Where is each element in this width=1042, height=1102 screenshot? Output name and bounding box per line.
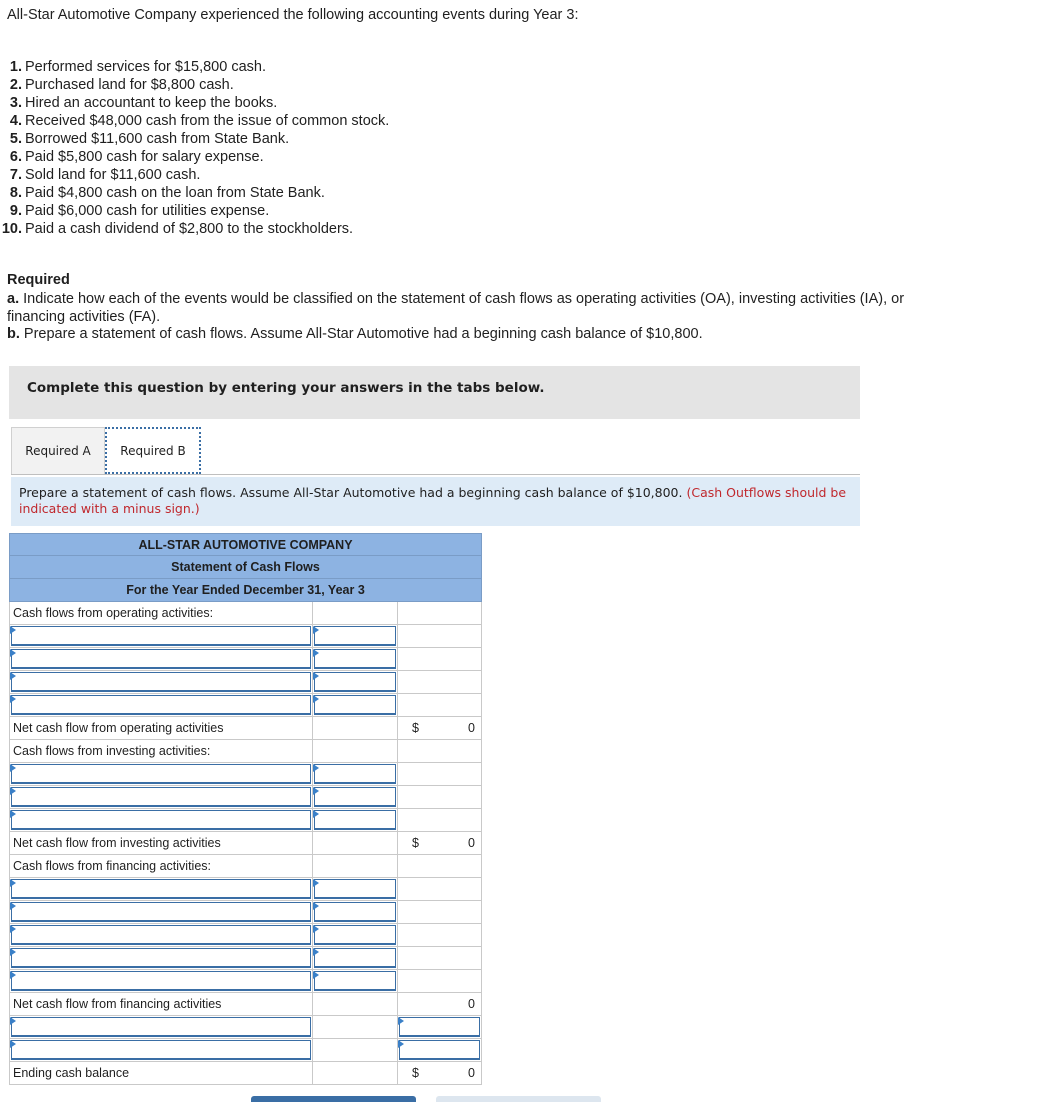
table-row (9, 878, 482, 901)
operating-item-select[interactable] (11, 672, 311, 692)
financing-amount-input[interactable] (314, 879, 396, 899)
dropdown-indicator-icon (313, 810, 319, 818)
dropdown-indicator-icon (313, 649, 319, 657)
financing-item-select[interactable] (11, 925, 311, 945)
event-number: 2. (9, 77, 22, 93)
dropdown-indicator-icon (398, 1017, 404, 1025)
table-row (9, 809, 482, 832)
list-item (0, 220, 700, 238)
net-investing-label: Net cash flow from investing activities (9, 832, 313, 855)
statement-company: ALL-STAR AUTOMOTIVE COMPANY (9, 533, 482, 556)
table-row (9, 1016, 482, 1039)
summary-item-select[interactable] (11, 1040, 311, 1060)
previous-tab-button[interactable] (251, 1096, 416, 1102)
table-row (9, 763, 482, 786)
financing-item-select[interactable] (11, 902, 311, 922)
ending-balance-value: 0 (468, 1066, 475, 1080)
table-row (9, 671, 482, 694)
event-text: Hired an accountant to keep the books. (25, 95, 278, 111)
event-number: 7. (9, 167, 22, 183)
currency-symbol: $ (412, 1066, 419, 1080)
dropdown-indicator-icon (398, 1040, 404, 1048)
dropdown-indicator-icon (10, 879, 16, 887)
event-text: Purchased land for $8,800 cash. (25, 77, 234, 93)
dropdown-indicator-icon (313, 879, 319, 887)
dropdown-indicator-icon (10, 695, 16, 703)
investing-amount-input[interactable] (314, 764, 396, 784)
problem-intro: All-Star Automotive Company experienced the following accounting events during Year 3: (7, 7, 579, 23)
investing-item-select[interactable] (11, 810, 311, 830)
list-item (0, 130, 700, 148)
dropdown-indicator-icon (313, 764, 319, 772)
net-operating-label: Net cash flow from operating activities (9, 717, 313, 740)
dropdown-indicator-icon (313, 948, 319, 956)
event-text: Paid $6,000 cash for utilities expense. (25, 203, 270, 219)
table-row (9, 625, 482, 648)
financing-amount-input[interactable] (314, 902, 396, 922)
table-row (9, 970, 482, 993)
instruction-text: Prepare a statement of cash flows. Assume All-Star Automotive had a beginning cash balance of $10,800. (19, 485, 683, 500)
table-row (9, 947, 482, 970)
dropdown-indicator-icon (10, 1040, 16, 1048)
event-text: Paid $5,800 cash for salary expense. (25, 149, 264, 165)
dropdown-indicator-icon (313, 626, 319, 634)
operating-amount-input[interactable] (314, 626, 396, 646)
table-row (9, 648, 482, 671)
required-a-label: a. (7, 291, 20, 307)
table-row (9, 855, 482, 878)
investing-item-select[interactable] (11, 787, 311, 807)
dropdown-indicator-icon (313, 971, 319, 979)
tab-instructions (11, 477, 860, 526)
dropdown-indicator-icon (10, 810, 16, 818)
financing-amount-input[interactable] (314, 948, 396, 968)
investing-amount-input[interactable] (314, 787, 396, 807)
instructions-banner: Complete this question by entering your answers in the tabs below. (9, 366, 860, 419)
list-item (0, 58, 700, 76)
tab-divider (11, 474, 860, 475)
financing-item-select[interactable] (11, 971, 311, 991)
operating-item-select[interactable] (11, 695, 311, 715)
dropdown-indicator-icon (10, 1017, 16, 1025)
event-number: 8. (9, 185, 22, 201)
dropdown-indicator-icon (313, 925, 319, 933)
event-text: Received $48,000 cash from the issue of common stock. (25, 113, 390, 129)
dropdown-indicator-icon (10, 626, 16, 634)
table-row (9, 786, 482, 809)
required-title: Required (7, 272, 70, 288)
cash-flow-statement (9, 533, 482, 1085)
ending-balance-label: Ending cash balance (9, 1062, 313, 1085)
instruction-note: (Cash Outflows should be indicated with a minus sign.) (19, 485, 847, 516)
financing-amount-input[interactable] (314, 925, 396, 945)
tab-bar (11, 427, 201, 474)
tab-required-b[interactable]: Required B (105, 427, 201, 474)
table-row (9, 1039, 482, 1062)
next-tab-button[interactable] (436, 1096, 601, 1102)
financing-item-select[interactable] (11, 879, 311, 899)
event-number: 10. (1, 221, 22, 237)
list-item (0, 76, 700, 94)
event-number: 9. (9, 203, 22, 219)
required-a-text: Indicate how each of the events would be classified on the statement of cash flows as operating activities (OA), investing activities (IA), or financing activities (FA). (7, 291, 905, 325)
operating-item-select[interactable] (11, 649, 311, 669)
list-item (0, 94, 700, 112)
financing-amount-input[interactable] (314, 971, 396, 991)
table-row (9, 1062, 482, 1085)
list-item (0, 148, 700, 166)
dropdown-indicator-icon (10, 672, 16, 680)
dropdown-indicator-icon (313, 695, 319, 703)
summary-amount-input[interactable] (399, 1017, 480, 1037)
event-number: 6. (9, 149, 22, 165)
operating-amount-input[interactable] (314, 695, 396, 715)
investing-item-select[interactable] (11, 764, 311, 784)
event-text: Sold land for $11,600 cash. (25, 167, 201, 183)
table-row (9, 694, 482, 717)
event-list (0, 58, 700, 238)
operating-amount-input[interactable] (314, 672, 396, 692)
event-number: 4. (9, 113, 22, 129)
required-b (7, 326, 703, 342)
dropdown-indicator-icon (10, 787, 16, 795)
operating-amount-input[interactable] (314, 649, 396, 669)
net-financing-total (398, 993, 482, 1016)
dropdown-indicator-icon (10, 649, 16, 657)
investing-header: Cash flows from investing activities: (9, 740, 313, 763)
operating-item-select[interactable] (11, 626, 311, 646)
table-row (9, 740, 482, 763)
statement-title: Statement of Cash Flows (9, 556, 482, 579)
operating-header: Cash flows from operating activities: (9, 602, 313, 625)
ending-balance-total (398, 1062, 482, 1085)
table-row (9, 717, 482, 740)
financing-item-select[interactable] (11, 948, 311, 968)
event-text: Paid $4,800 cash on the loan from State Bank. (25, 185, 325, 201)
table-row (9, 901, 482, 924)
required-b-text: Prepare a statement of cash flows. Assume All-Star Automotive had a beginning cash balance of $10,800. (23, 326, 703, 342)
event-text: Paid a cash dividend of $2,800 to the stockholders. (25, 221, 354, 237)
net-operating-total (398, 717, 482, 740)
event-number: 1. (9, 59, 22, 75)
currency-symbol: $ (412, 836, 419, 850)
financing-header: Cash flows from financing activities: (9, 855, 313, 878)
event-number: 3. (9, 95, 22, 111)
dropdown-indicator-icon (10, 925, 16, 933)
dropdown-indicator-icon (10, 764, 16, 772)
list-item (0, 184, 700, 202)
list-item (0, 202, 700, 220)
net-investing-total (398, 832, 482, 855)
dropdown-indicator-icon (10, 902, 16, 910)
list-item (0, 112, 700, 130)
table-row (9, 993, 482, 1016)
table-row (9, 832, 482, 855)
dropdown-indicator-icon (313, 787, 319, 795)
net-financing-label: Net cash flow from financing activities (9, 993, 313, 1016)
event-text: Borrowed $11,600 cash from State Bank. (25, 131, 290, 147)
required-b-label: b. (7, 326, 20, 342)
investing-amount-input[interactable] (314, 810, 396, 830)
statement-period: For the Year Ended December 31, Year 3 (9, 579, 482, 602)
net-operating-value: 0 (468, 721, 475, 735)
table-row (9, 602, 482, 625)
event-number: 5. (9, 131, 22, 147)
list-item (0, 166, 700, 184)
tab-required-a[interactable]: Required A (11, 427, 105, 474)
dropdown-indicator-icon (10, 971, 16, 979)
event-text: Performed services for $15,800 cash. (25, 59, 266, 75)
net-investing-value: 0 (468, 836, 475, 850)
summary-item-select[interactable] (11, 1017, 311, 1037)
summary-amount-input[interactable] (399, 1040, 480, 1060)
table-row (9, 924, 482, 947)
currency-symbol: $ (412, 721, 419, 735)
dropdown-indicator-icon (10, 948, 16, 956)
required-a (7, 290, 937, 326)
dropdown-indicator-icon (313, 902, 319, 910)
net-financing-value: 0 (468, 997, 475, 1011)
dropdown-indicator-icon (313, 672, 319, 680)
